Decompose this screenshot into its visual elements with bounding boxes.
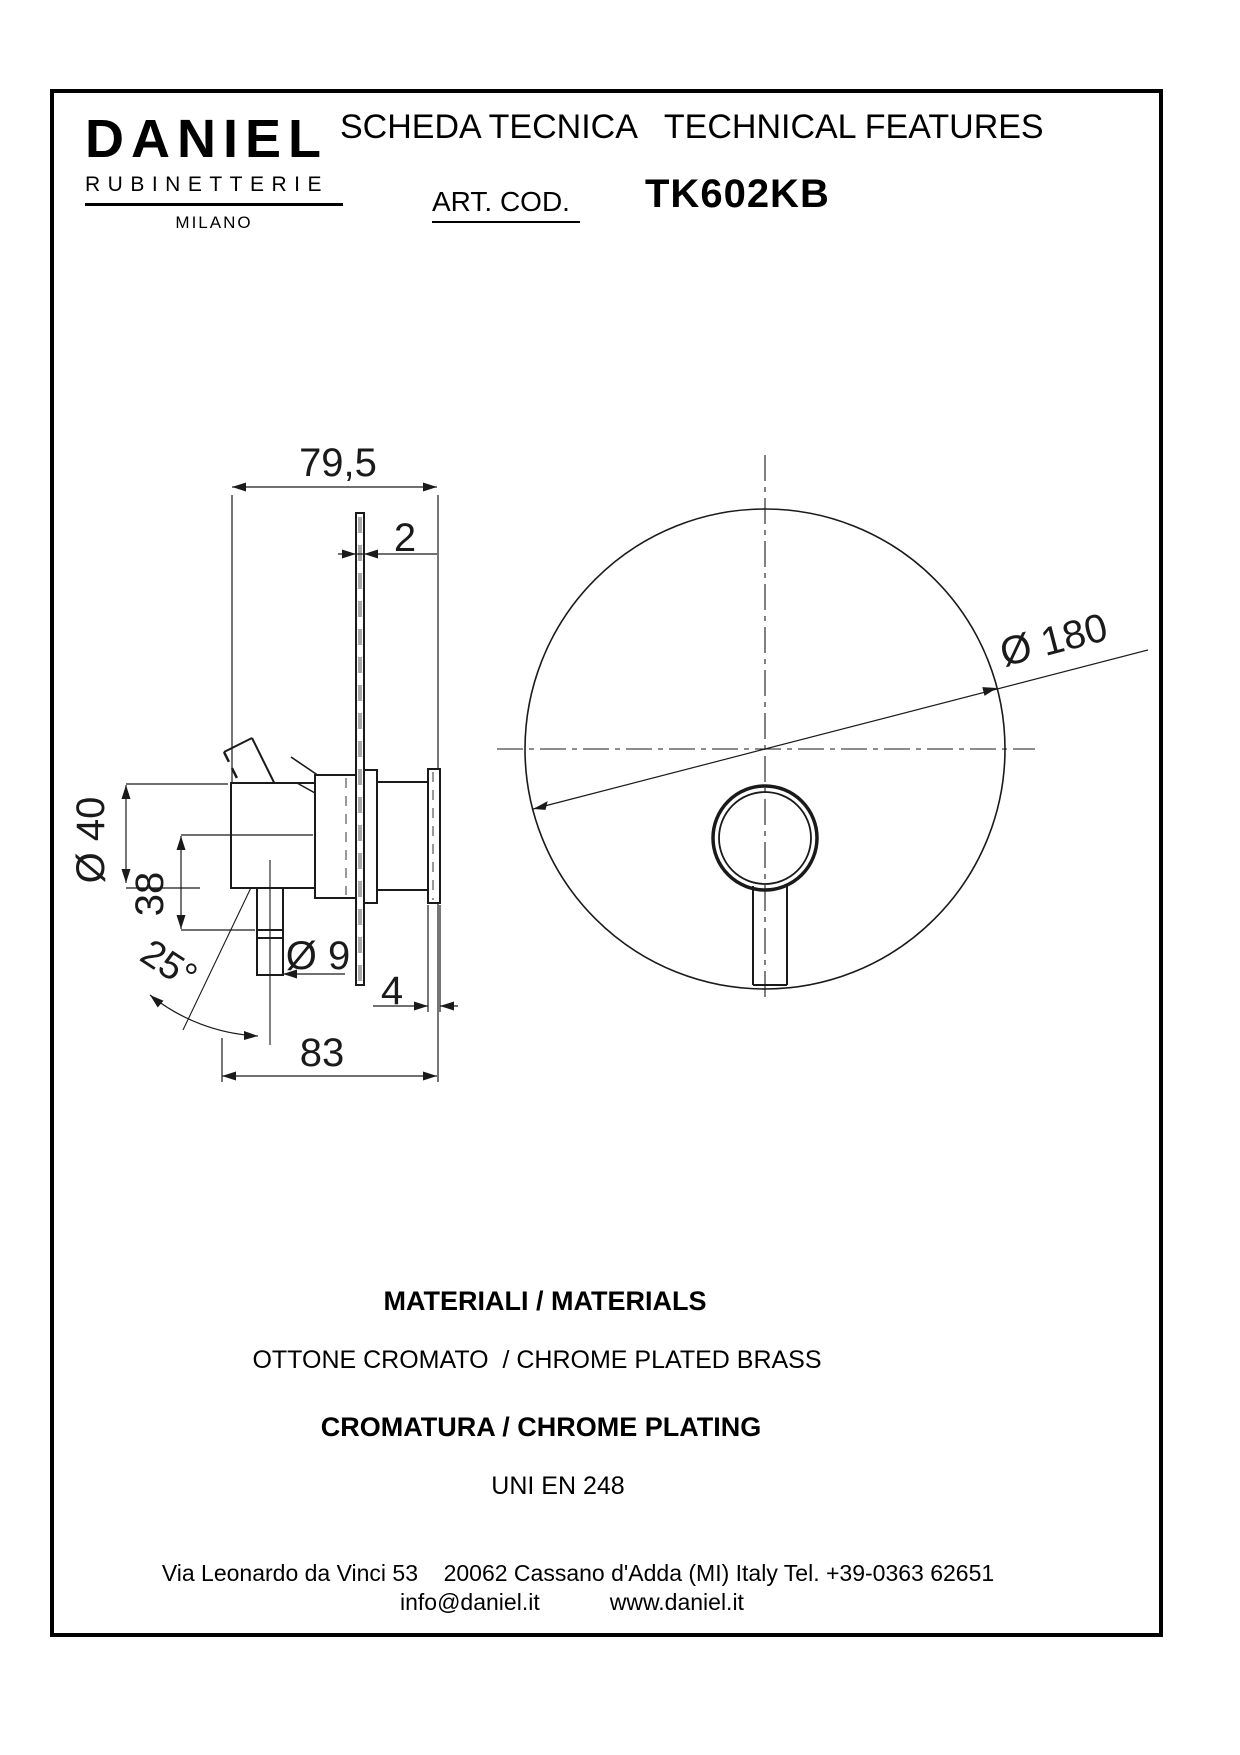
- sheet-title-english: TECHNICAL FEATURES: [663, 108, 1044, 146]
- dim-handle-diameter: Ø 40: [69, 796, 113, 884]
- materials-value: OTTONE CROMATO / CHROME PLATED BRASS: [252, 1346, 822, 1374]
- plating-heading: CROMATURA / CHROME PLATING: [320, 1412, 762, 1442]
- footer-email: info@daniel.it: [400, 1589, 540, 1615]
- sleeve: [377, 782, 428, 890]
- materials-heading: MATERIALI / MATERIALS: [383, 1286, 707, 1316]
- brand-city-label: MILANO: [175, 213, 253, 232]
- article-code-label: ART. COD.: [432, 186, 580, 223]
- footer-address: Via Leonardo da Vinci 53 20062 Cassano d'Adda (MI) Italy Tel. +39-0363 62651: [161, 1560, 995, 1586]
- sheet-title-italian: SCHEDA TECNICA: [340, 108, 638, 146]
- dim-plate-diameter: Ø 180: [995, 605, 1113, 676]
- dim-flange-thickness: 4: [380, 969, 404, 1013]
- footer-website: www.daniel.it: [609, 1589, 744, 1615]
- dim-spout-diameter: Ø 9: [285, 934, 351, 978]
- dim-handle-angle: 25°: [132, 931, 205, 999]
- handle-stem: [753, 886, 787, 985]
- dim-handle-offset: 38: [128, 871, 172, 917]
- brand-logo: DANIEL: [85, 109, 328, 169]
- brand-sub-label: RUBINETTERIE: [85, 173, 330, 196]
- collar: [364, 770, 377, 903]
- article-code-value: TK602KB: [645, 172, 830, 216]
- front-view: [497, 455, 1148, 1000]
- plating-standard: UNI EN 248: [491, 1472, 625, 1500]
- dim-plate-thickness: 2: [393, 516, 417, 560]
- inner-flange: [315, 775, 356, 898]
- dim-total-depth: 83: [299, 1031, 345, 1075]
- dim-width-top: 79,5: [299, 441, 377, 485]
- diameter-dim-line: [533, 650, 1148, 809]
- footer-contacts: [400, 1589, 744, 1616]
